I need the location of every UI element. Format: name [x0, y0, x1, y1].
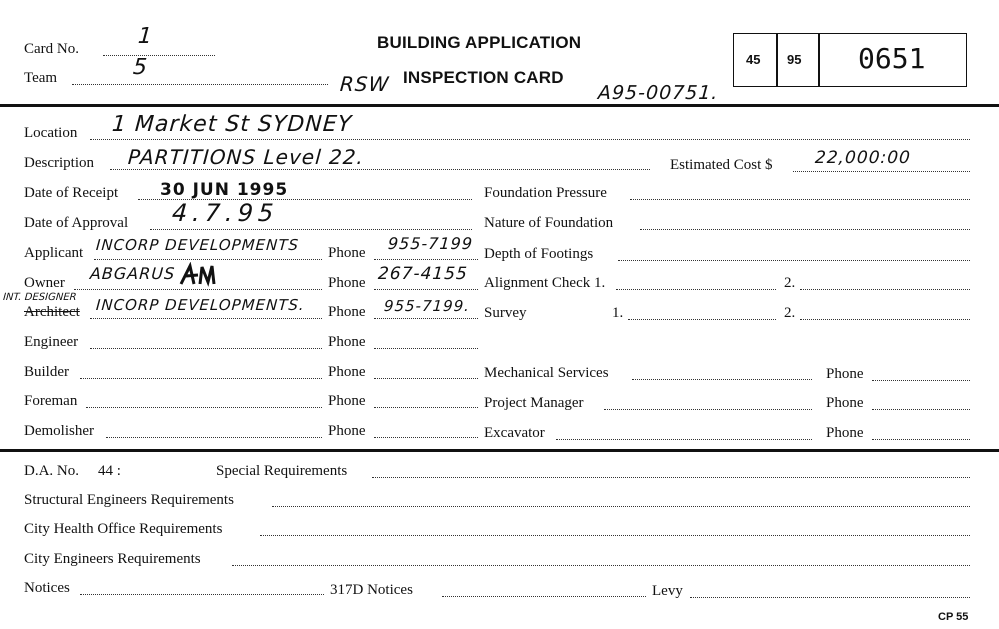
project-manager-phone-label: Phone	[826, 395, 864, 411]
depth-footings-label: Depth of Footings	[484, 246, 594, 262]
alignment-2-label: 2.	[784, 275, 796, 291]
survey-dots-1	[628, 319, 776, 320]
foundation-pressure-dots	[630, 199, 970, 200]
builder-phone-dots	[374, 378, 478, 379]
team-value: 5	[132, 55, 149, 80]
foundation-pressure-label: Foundation Pressure	[484, 185, 607, 201]
project-manager-phone-dots	[872, 409, 970, 410]
location-value: 1 Market St SYDNEY	[111, 112, 353, 137]
mechanical-label: Mechanical Services	[484, 365, 609, 381]
levy-dots	[690, 597, 970, 598]
architect-dots	[90, 318, 322, 319]
applicant-phone-label: Phone	[328, 245, 366, 261]
description-dots	[110, 169, 650, 170]
survey-2-label: 2.	[784, 305, 796, 321]
alignment-label: Alignment Check 1.	[484, 275, 606, 291]
team-label: Team	[24, 70, 58, 86]
survey-1-label: 1.	[612, 305, 624, 321]
special-requirements-dots	[372, 477, 970, 478]
team-dots	[72, 84, 328, 85]
mechanical-phone-label: Phone	[826, 366, 864, 382]
ref-number: A95-00751.	[597, 82, 720, 104]
architect-value: INCORP DEVELOPMENTS.	[95, 296, 306, 314]
description-label: Description	[24, 155, 94, 171]
excavator-phone-dots	[872, 439, 970, 440]
date-receipt-value: 30 JUN 1995	[160, 180, 289, 200]
card-no-dots	[103, 55, 215, 56]
box-number: 0651	[858, 42, 926, 75]
date-receipt-label: Date of Receipt	[24, 185, 119, 201]
city-engineers-dots	[232, 565, 970, 566]
notices-317d-label: 317D Notices	[330, 582, 413, 598]
card-number-box	[733, 33, 967, 87]
notices-317d-dots	[442, 596, 646, 597]
box-divider-2	[818, 33, 820, 86]
box-cell-1: 45	[746, 52, 761, 67]
city-engineers-label: City Engineers Requirements	[24, 551, 201, 567]
applicant-label: Applicant	[24, 245, 84, 261]
mechanical-phone-dots	[872, 380, 970, 381]
project-manager-label: Project Manager	[484, 395, 584, 411]
architect-label: Architect	[24, 304, 80, 320]
survey-label: Survey	[484, 305, 527, 321]
nature-foundation-dots	[640, 229, 970, 230]
foreman-dots	[86, 407, 322, 408]
health-requirements-dots	[260, 535, 970, 536]
engineer-dots	[90, 348, 322, 349]
owner-dots	[74, 289, 322, 290]
health-requirements-label: City Health Office Requirements	[24, 521, 223, 537]
applicant-phone-value: 955-7199	[387, 234, 474, 253]
foreman-phone-dots	[374, 407, 478, 408]
foreman-label: Foreman	[24, 393, 78, 409]
survey-dots-2	[800, 319, 970, 320]
card-no-label: Card No.	[24, 41, 79, 57]
mechanical-dots	[632, 379, 812, 380]
excavator-label: Excavator	[484, 425, 545, 441]
date-approval-dots	[150, 229, 472, 230]
nature-foundation-label: Nature of Foundation	[484, 215, 614, 231]
demolisher-phone-dots	[374, 437, 478, 438]
builder-label: Builder	[24, 364, 69, 380]
owner-label: Owner	[24, 275, 65, 291]
architect-correction: INT. DESIGNER	[2, 292, 77, 303]
owner-phone-dots	[374, 289, 478, 290]
engineer-phone-dots	[374, 348, 478, 349]
notices-label: Notices	[24, 580, 70, 596]
alignment-dots-1	[616, 289, 776, 290]
demolisher-phone-label: Phone	[328, 423, 366, 439]
engineer-phone-label: Phone	[328, 334, 366, 350]
owner-scribble	[178, 262, 218, 288]
card-no-value: 1	[137, 24, 154, 49]
applicant-phone-dots	[374, 259, 478, 260]
builder-phone-label: Phone	[328, 364, 366, 380]
form-code: CP 55	[938, 611, 969, 623]
applicant-value: INCORP DEVELOPMENTS	[95, 236, 300, 254]
location-dots	[90, 139, 970, 140]
owner-phone-value: 267-4155	[377, 264, 469, 284]
architect-phone-value: 955-7199.	[383, 297, 471, 315]
levy-label: Levy	[652, 583, 683, 599]
depth-footings-dots	[618, 260, 970, 261]
estimated-cost-dots	[793, 171, 970, 172]
box-divider-1	[776, 33, 778, 86]
demolisher-dots	[106, 437, 322, 438]
foreman-phone-label: Phone	[328, 393, 366, 409]
da-value: 44 :	[98, 463, 121, 479]
top-rule	[0, 104, 999, 107]
applicant-dots	[94, 259, 322, 260]
project-manager-dots	[604, 409, 812, 410]
structural-requirements-dots	[272, 506, 970, 507]
initials: RSW	[339, 72, 391, 96]
demolisher-label: Demolisher	[24, 423, 94, 439]
architect-phone-label: Phone	[328, 304, 366, 320]
special-requirements-label: Special Requirements	[216, 463, 348, 479]
date-approval-label: Date of Approval	[24, 215, 129, 231]
box-cell-2: 95	[787, 52, 802, 67]
engineer-label: Engineer	[24, 334, 79, 350]
mid-rule	[0, 449, 999, 452]
notices-dots	[80, 594, 324, 595]
excavator-dots	[556, 439, 812, 440]
structural-requirements-label: Structural Engineers Requirements	[24, 492, 234, 508]
alignment-dots-2	[800, 289, 970, 290]
excavator-phone-label: Phone	[826, 425, 864, 441]
estimated-cost-value: 22,000:00	[814, 148, 912, 168]
title-line2: INSPECTION CARD	[403, 68, 564, 87]
location-label: Location	[24, 125, 78, 141]
da-label: D.A. No.	[24, 463, 79, 479]
owner-phone-label: Phone	[328, 275, 366, 291]
date-approval-value: 4.7.95	[171, 199, 280, 227]
description-value: PARTITIONS Level 22.	[127, 145, 365, 169]
estimated-cost-label: Estimated Cost $	[670, 157, 773, 173]
builder-dots	[80, 378, 322, 379]
architect-phone-dots	[374, 318, 478, 319]
owner-value: ABGARUS	[89, 264, 176, 283]
title-line1: BUILDING APPLICATION	[377, 33, 582, 52]
